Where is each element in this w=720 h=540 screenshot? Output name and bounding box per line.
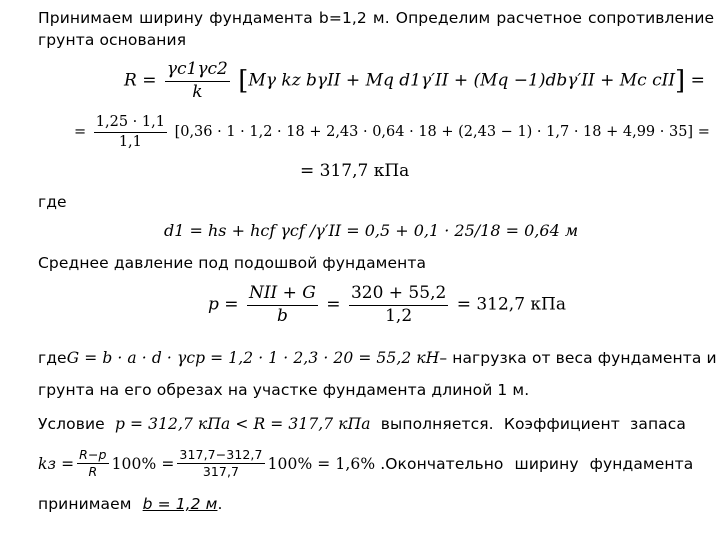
formula-p-frac2-den: 1,2 [385, 305, 413, 326]
formula-k-frac2-den: 317,7 [202, 464, 240, 480]
formula-d1: d1 = hs + hcf γcf /γ′II = 0,5 + 0,1 · 25/18 = 0,64 м [164, 221, 579, 240]
avg-pressure-title: Среднее давление под подошвой фундамента [38, 254, 427, 272]
formula-r-eq: = [690, 70, 705, 91]
formula-k-fraction-2 [177, 448, 264, 480]
formula-k-lhs: kз = [38, 454, 75, 473]
formula-r-frac-num: γc1γc2 [165, 60, 230, 82]
intro-line-2: грунта основания [38, 31, 187, 49]
formula-r [124, 60, 705, 102]
formula-k-frac2-num: 317,7−312,7 [177, 448, 264, 464]
formula-r-lhs: R = [124, 70, 157, 91]
formula-p-eq: = [326, 294, 341, 315]
final-prefix: принимаем [38, 495, 132, 513]
formula-sub-frac-den: 1,1 [118, 133, 142, 150]
formula-k-fraction-1 [77, 448, 108, 480]
where-label-1: где [38, 193, 67, 211]
condition-coef: Коэффициент [503, 415, 620, 433]
formula-r-fraction [165, 60, 230, 102]
soil-line: грунта на его обрезах на участке фундамента длиной 1 м. [38, 381, 530, 399]
condition-zapas: запаса [630, 415, 686, 433]
formula-k-frac1-den: R [88, 464, 98, 480]
formula-r-body: Mγ kz bγII + Mq d1γ′II + (Mq −1)dbγ′II + Mc cII [248, 70, 676, 91]
formula-p-rhs: = 312,7 кПа [456, 294, 567, 315]
left-bracket: [ [238, 66, 249, 97]
formula-k-mid: 100% = [111, 454, 175, 473]
where-g-suffix: – нагрузка от веса фундамента и [439, 349, 717, 367]
formula-k-frac1-num: R−p [77, 448, 108, 464]
formula-k-rhs: 100% = 1,6% . [267, 454, 386, 473]
condition-mid: выполняется. [380, 415, 494, 433]
condition-formula: p = 312,7 кПа < R = 317,7 кПа [114, 415, 371, 433]
formula-substitution [74, 114, 710, 150]
where-g-line [38, 348, 717, 368]
final-value: b = 1,2 м [142, 495, 218, 513]
formula-sub-body: [0,36 · 1 · 1,2 · 18 + 2,43 · 0,64 · 18 + (2,43 − 1) · 1,7 · 18 + 4,99 · 35] = [174, 124, 710, 141]
formula-p-frac2-num: 320 + 55,2 [349, 284, 448, 306]
formula-p-fraction-2 [349, 284, 448, 326]
formula-p-frac1-den: b [276, 305, 288, 326]
right-bracket: ] [675, 66, 686, 97]
formula-p-frac1-num: NII + G [247, 284, 318, 306]
formula-sub-frac-num: 1,25 · 1,1 [94, 114, 167, 133]
intro-line-1: Принимаем ширину фундамента b=1,2 м. Определим расчетное сопротивление [38, 9, 715, 27]
formula-p [208, 284, 566, 326]
final-line [38, 494, 223, 514]
formula-sub-eq: = [74, 124, 87, 141]
formula-sub-fraction [94, 114, 167, 150]
condition-line [38, 414, 686, 434]
formula-r-frac-den: k [192, 81, 203, 102]
formula-p-fraction-1 [247, 284, 318, 326]
formula-result: = 317,7 кПа [300, 161, 410, 181]
formula-p-lhs: p = [208, 294, 239, 315]
formula-k-line [38, 447, 694, 480]
formula-k-tail: Окончательно ширину фундамента [385, 454, 694, 473]
formula-g: G = b · a · d · γср = 1,2 · 1 · 2,3 · 20 = 55,2 кН [66, 349, 440, 367]
condition-label: Условие [38, 415, 105, 433]
final-dot: . [217, 495, 223, 513]
where-label-2: где [38, 349, 67, 367]
